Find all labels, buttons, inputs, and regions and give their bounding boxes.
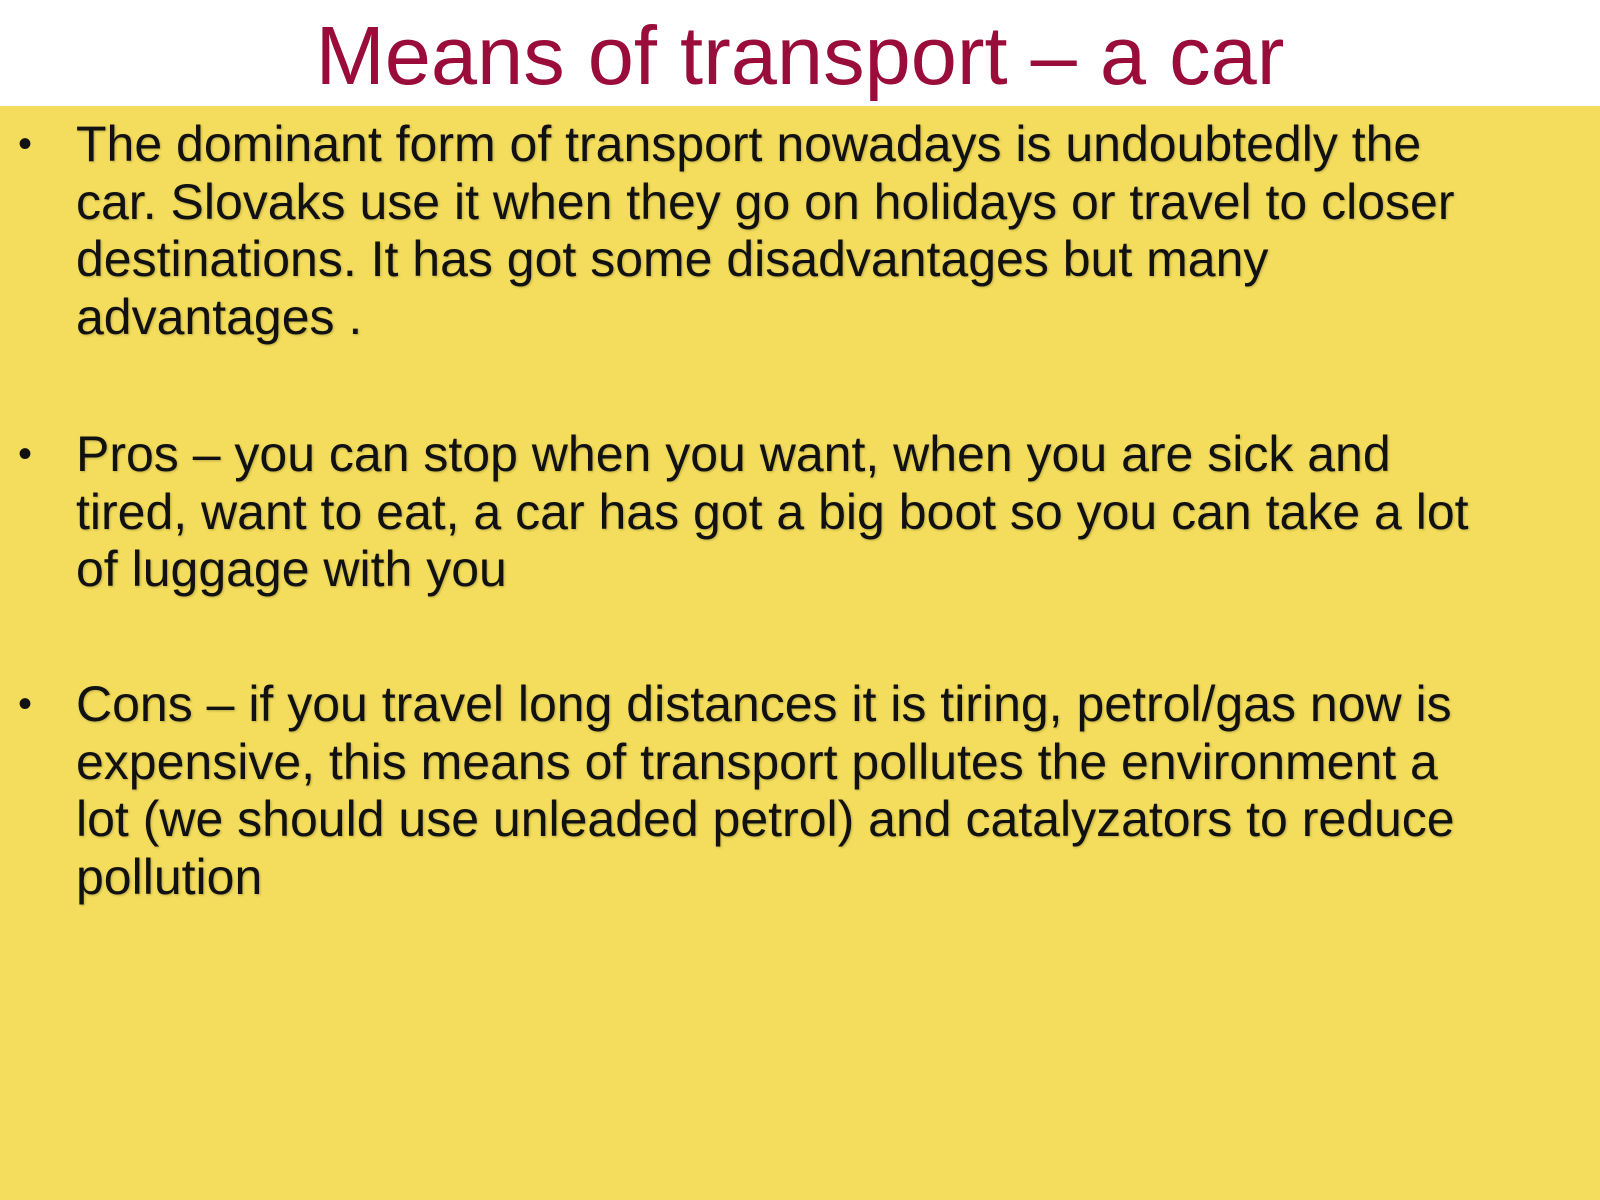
text-line: of luggage with you — [76, 541, 507, 597]
bullet-text-cons — [76, 676, 1576, 906]
text-line: Cons – if you travel long distances it is tiring, petrol/gas now is — [76, 676, 1452, 732]
title-band — [0, 0, 1600, 106]
bullet-icon: • — [18, 682, 33, 726]
text-line: expensive, this means of transport pollutes the environment a — [76, 733, 1438, 790]
text-line: Pros – you can stop when you want, when you are sick and — [76, 426, 1391, 482]
text-line: lot (we should use unleaded petrol) and catalyzators to reduce — [76, 791, 1455, 847]
slide-title: Means of transport – a car — [315, 9, 1285, 102]
text-line: The dominant form of transport nowadays is undoubtedly the — [76, 116, 1422, 172]
text-line: tired, want to eat, a car has got a big boot so you can take a lot — [76, 483, 1469, 540]
bullet-icon: • — [18, 122, 33, 166]
content-area — [0, 106, 1600, 1200]
bullet-text-pros — [76, 426, 1576, 599]
text-line: pollution — [76, 848, 263, 905]
text-line: car. Slovaks use it when they go on holidays or travel to closer — [76, 173, 1455, 230]
bullet-text-intro — [76, 116, 1576, 346]
text-line: destinations. It has got some disadvantages but many — [76, 231, 1269, 287]
text-line: advantages . — [76, 288, 363, 345]
bullet-icon: • — [18, 432, 33, 476]
